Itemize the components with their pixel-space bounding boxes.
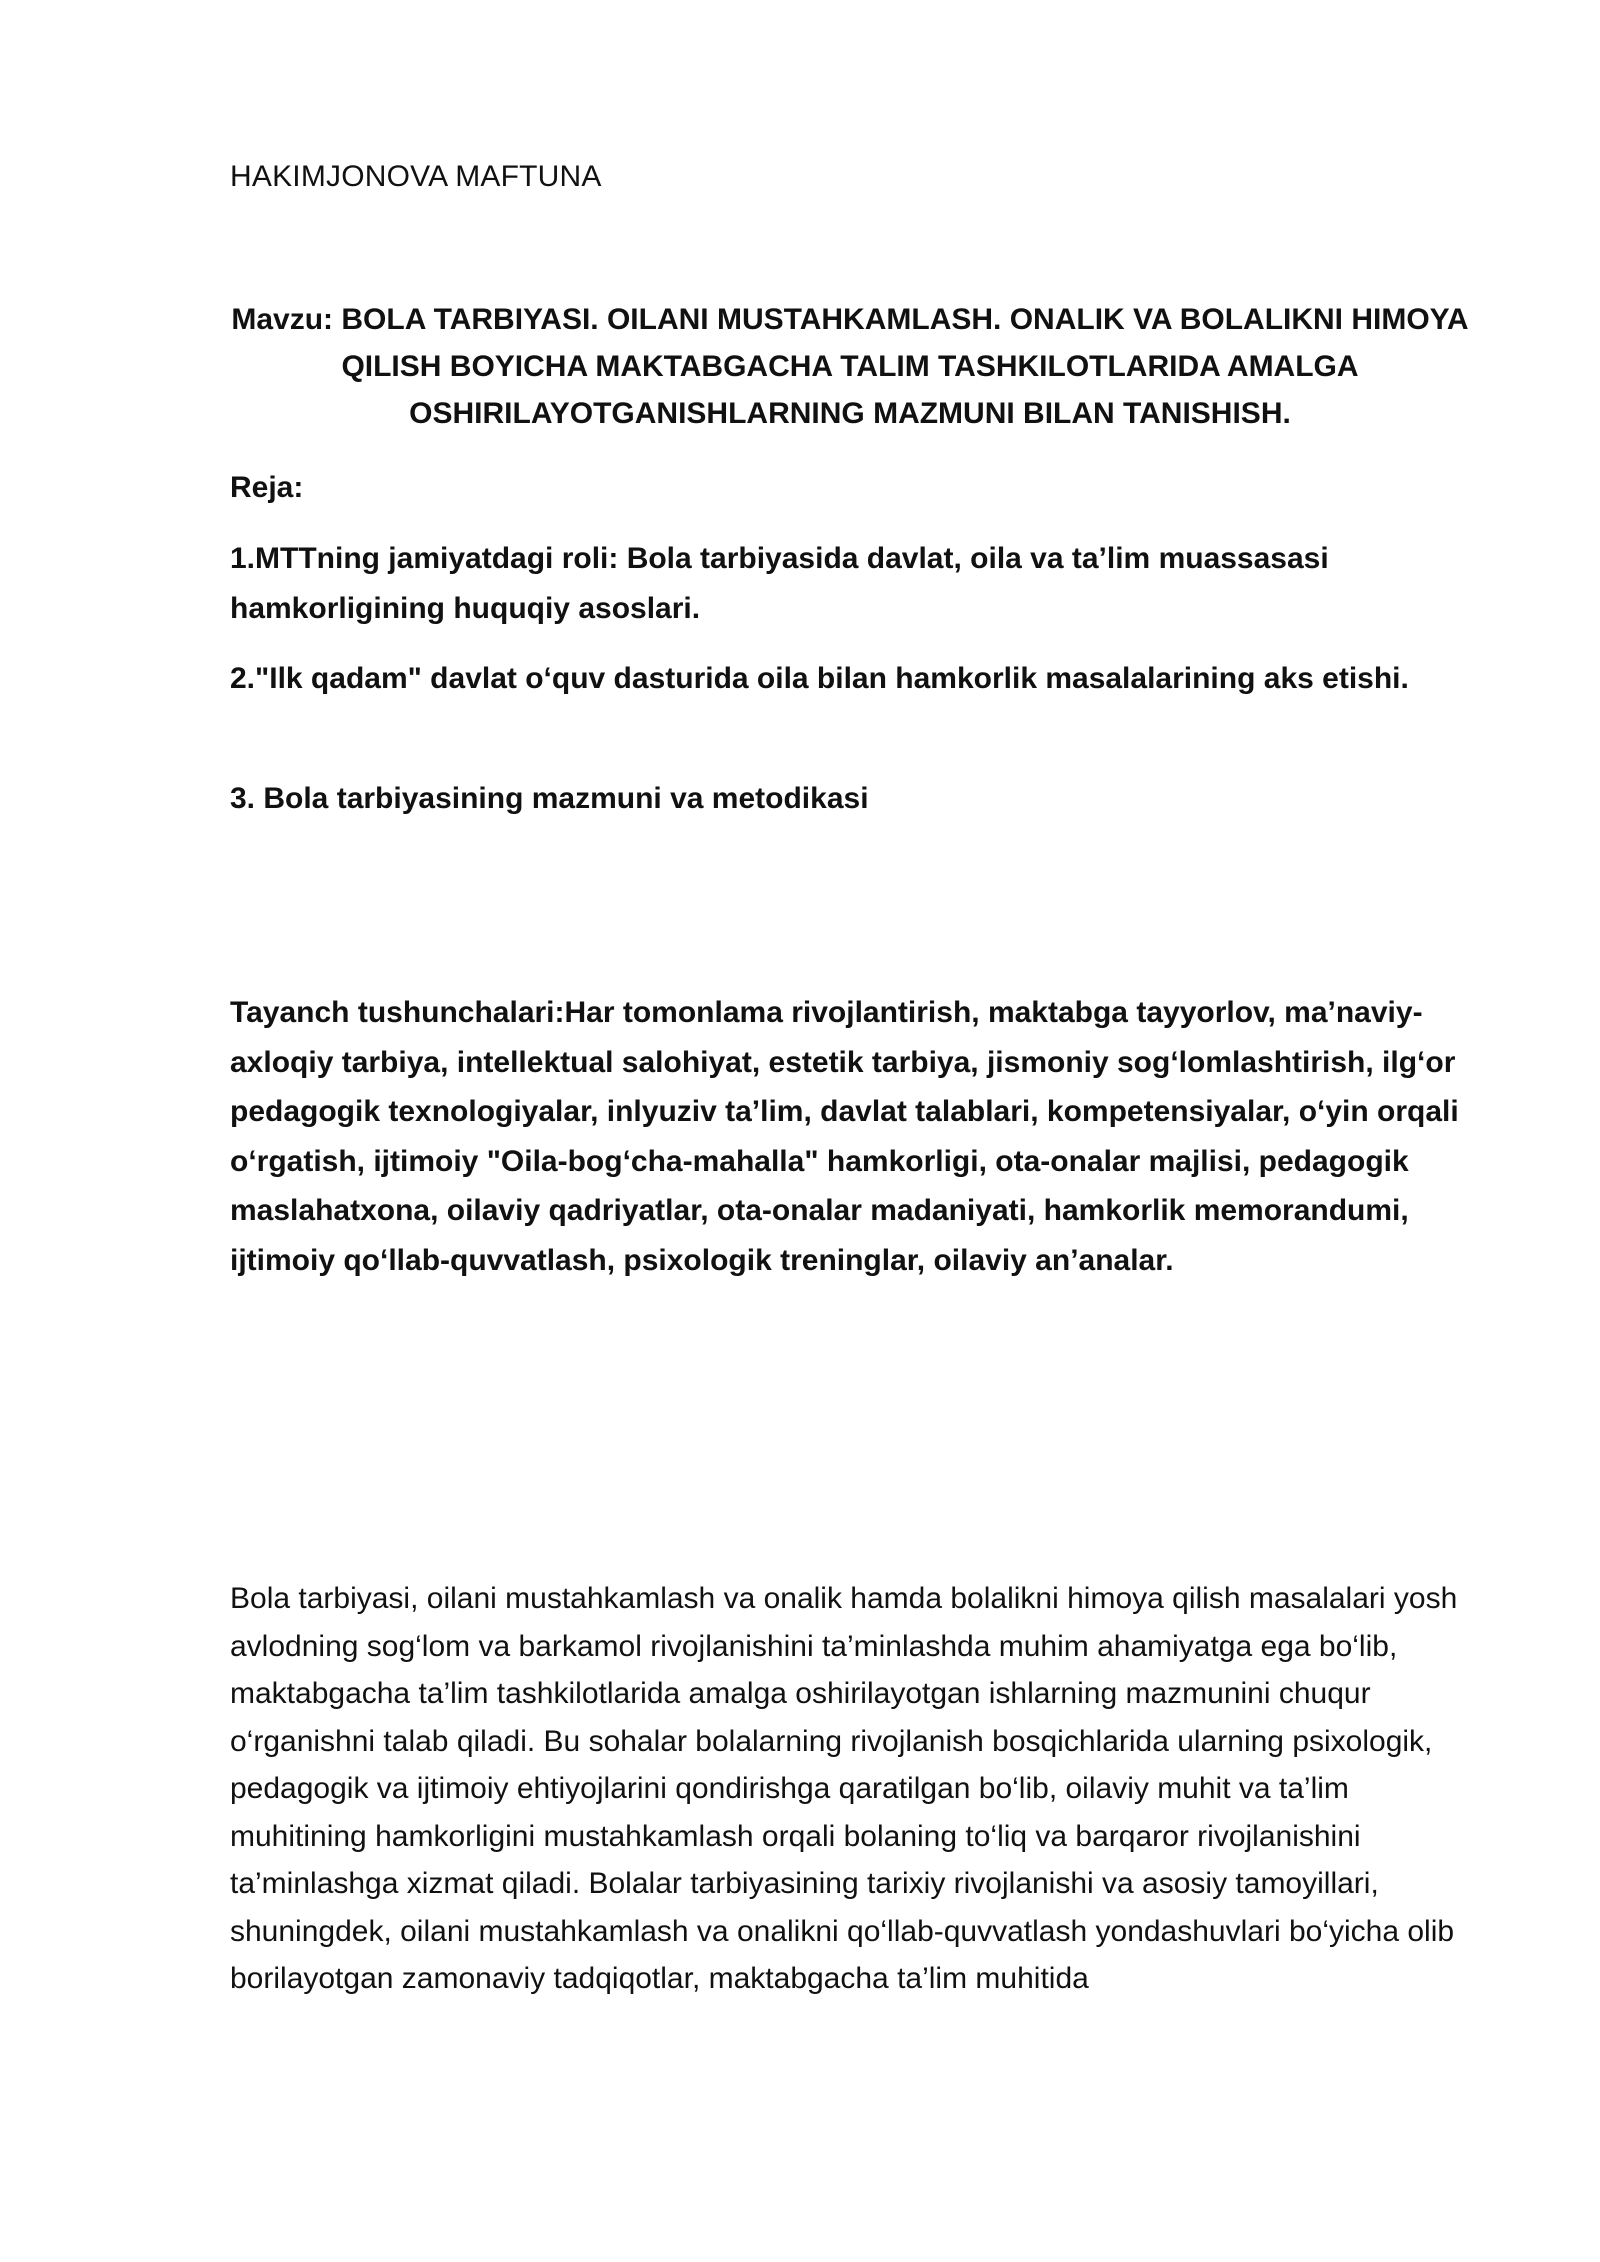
author-name: HAKIMJONOVA MAFTUNA: [230, 160, 602, 193]
key-concepts-paragraph: Tayanch tushunchalari:Har tomonlama rivojlantirish, maktabga tayyorlov, ma’naviy-axloqiy tarbiya, intellektual salohiyat, estetik tarbiya, jismoniy sog‘lomlashtirish, ilg‘or pedagogik texnologiyalar, inlyuziv ta’lim, davlat talablari, kompetensiyalar, o‘yin orqali o‘rgatish, ijtimoiy "Oila-bog‘cha-mahalla" hamkorligi, ota-onalar majlisi, pedagogik maslahatxona, oilaviy qadriyatlar, ota-onalar madaniyati, hamkorlik memorandumi, ijtimoiy qo‘llab-quvvatlash, psixologik treninglar, oilaviy an’analar.: [230, 996, 1459, 1277]
plan-heading: Reja:: [230, 471, 304, 504]
plan-item-3: 3. Bola tarbiyasining mazmuni va metodikasi: [230, 782, 869, 815]
topic-heading: Mavzu: BOLA TARBIYASI. OILANI MUSTAHKAMLASH. ONALIK VA BOLALIKNI HIMOYA QILISH BOYICHA MAKTABGACHA TALIM TASHKILOTLARIDA AMALGA OSHIRILAYOTGANISHLARNING MAZMUNI BILAN TANISHISH.: [231, 303, 1469, 430]
plan-item-2: 2."Ilk qadam" davlat o‘quv dasturida oila bilan hamkorlik masalalarining aks etishi.: [230, 662, 1409, 695]
body-paragraph: Bola tarbiyasi, oilani mustahkamlash va onalik hamda bolalikni himoya qilish masalalari yosh avlodning sog‘lom va barkamol rivojlanishini ta’minlashda muhim ahamiyatga ega bo‘lib, maktabgacha ta’lim tashkilotlarida amalga oshirilayotgan ishlarning mazmunini chuqur o‘rganishni talab qiladi. Bu sohalar bolalarning rivojlanish bosqichlarida ularning psixologik, pedagogik va ijtimoiy ehtiyojlarini qondirishga qaratilgan bo‘lib, oilaviy muhit va ta’lim muhitining hamkorligini mustahkamlash orqali bolaning to‘liq va barqaror rivojlanishini ta’minlashga xizmat qiladi. Bolalar tarbiyasining tarixiy rivojlanishi va asosiy tamoyillari, shuningdek, oilani mustahkamlash va onalikni qo‘llab-quvvatlash yondashuvlari bo‘yicha olib borilayotgan zamonaviy tadqiqotlar, maktabgacha ta’lim muhitida: [230, 1582, 1458, 1995]
plan-item-1: 1.MTTning jamiyatdagi roli: Bola tarbiyasida davlat, oila va ta’lim muassasasi hamkorligining huquqiy asoslari.: [230, 542, 1329, 625]
